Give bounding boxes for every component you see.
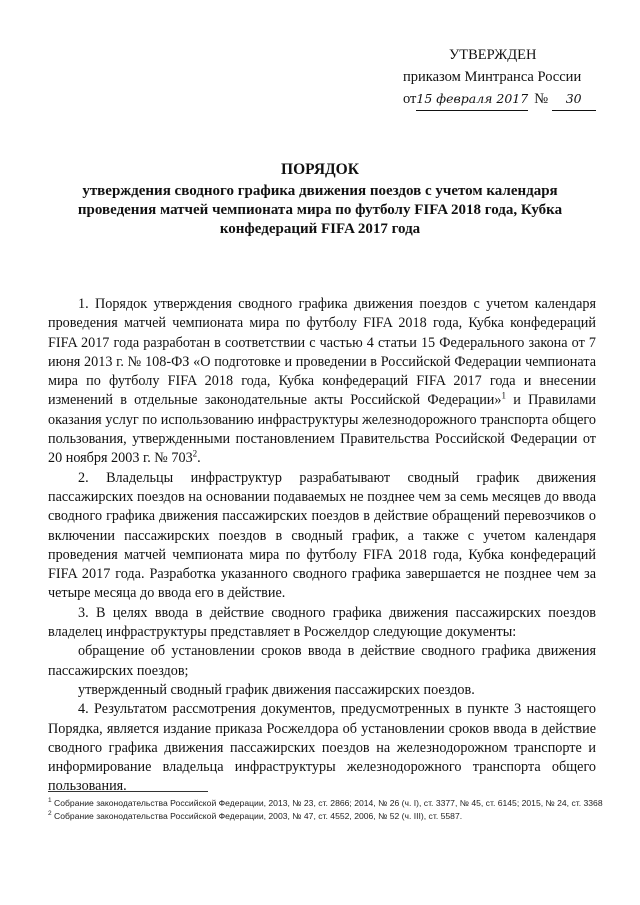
footnote-ref-1: 1	[501, 390, 506, 401]
footnote-1-mark: 1	[48, 797, 52, 805]
footnote-2-mark: 2	[48, 810, 52, 818]
footnote-ref-2: 2	[192, 448, 198, 459]
number-label: №	[534, 91, 549, 107]
paragraph-1-mid: и Правилами оказания услуг по использованию инфраструктуры железнодорожного транспорта общего пользования, утвержденными постановлением Правительства Российской Федерации от 20 ноября 2003 г. № 703	[48, 392, 596, 467]
footnote-2-text: Собрание законодательства Российской Федерации, 2003, № 47, ст. 4552, 2006, № 52 (ч. III), ст. 5587.	[51, 811, 463, 821]
approval-stamp	[403, 44, 603, 111]
document-body	[48, 295, 596, 797]
footnote-1	[48, 797, 608, 810]
handwritten-number: 30	[552, 88, 596, 111]
approval-date-line	[403, 88, 603, 111]
paragraph-4: 4. Результатом рассмотрения документов, предусмотренных в пункте 3 настоящего Порядка, является издание приказа Росжелдора об установлении сроков ввода в действие сводного графика движения пассажирских поездов на железнодорожном транспорте и информирование владельца инфраструктуры железнодорожного транспорта общего пользования.	[48, 701, 596, 795]
footnote-1-text: Собрание законодательства Российской Федерации, 2013, № 23, ст. 2866; 2014, № 26 (ч. I), ст. 3377, № 45, ст. 6145; 2015, № 24, ст. 3368	[51, 798, 603, 808]
paragraph-1	[48, 295, 596, 469]
approval-heading: УТВЕРЖДЕН	[449, 47, 537, 63]
footnotes	[48, 797, 608, 823]
footnote-separator	[48, 791, 208, 792]
paragraph-1-main: 1. Порядок утверждения сводного графика движения поездов с учетом календаря проведения матчей чемпионата мира по футболу FIFA 2018 года, Кубка конфедераций FIFA 2017 года разработан в соответствии с частью 4 статьи 15 Федерального закона от 7 июня 2013 г. № 108-ФЗ «О подготовке и проведении в Российской Федерации чемпионата мира по футболу FIFA 2018 года, Кубка конфедераций FIFA 2017 года и внесении изменений в отдельные законодательные акты Российской Федерации»	[48, 296, 596, 409]
paragraph-3: 3. В целях ввода в действие сводного графика движения пассажирских поездов владелец инфраструктуры представляет в Росжелдор следующие документы:	[48, 604, 596, 641]
handwritten-date: 15 февраля 2017	[416, 88, 528, 111]
paragraph-1-end: .	[197, 450, 201, 467]
paragraph-3-item-1: обращение об установлении сроков ввода в действие сводного графика движения пассажирских поездов;	[48, 643, 596, 679]
title-heading: ПОРЯДОК	[281, 161, 359, 178]
footnote-2	[48, 810, 608, 823]
paragraph-3-item-2: утвержденный сводный график движения пассажирских поездов.	[78, 681, 475, 698]
date-prefix: от	[403, 91, 417, 107]
document-title	[60, 160, 580, 239]
approval-order-line: приказом Минтранса России	[403, 69, 582, 85]
title-subtitle: утверждения сводного графика движения поездов с учетом календаря проведения матчей чемпионата мира по футболу FIFA 2018 года, Кубка конфедераций FIFA 2017 года	[77, 183, 563, 237]
paragraph-2: 2. Владельцы инфраструктур разрабатывают сводный график движения пассажирских поездов на основании подаваемых не позднее чем за семь месяцев до ввода сводного графика движения пассажирских поездов в действие обращений перевозчиков о включении пассажирских поездов в сводный график, а также с учетом календаря проведения матчей чемпионата мира по футболу FIFA 2018 года, Кубка конфедераций FIFA 2017 года. Разработка указанного сводного графика завершается не позднее чем за четыре месяца до ввода его в действие.	[48, 469, 596, 602]
